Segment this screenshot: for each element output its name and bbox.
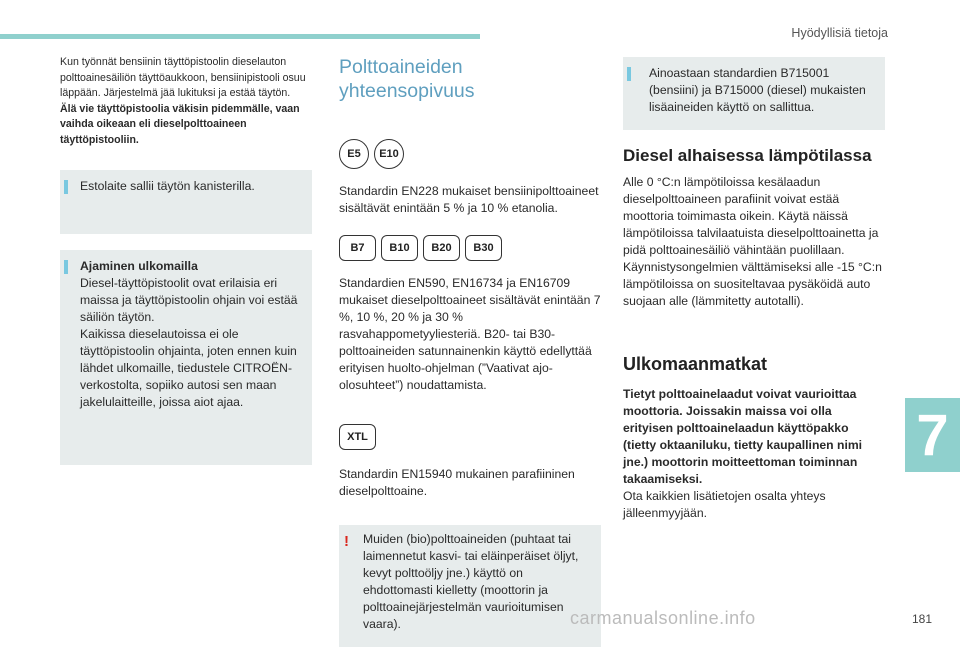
fuel-badge-b30: B30 (465, 235, 502, 261)
note-abroad-text-2: Kaikissa dieselautoissa ei ole täyttöpistoolin ohjainta, joten ennen kuin lähdet ulkomaille, tiedustele CITROËN-verkostolta, sopiiko autosi sen maan jakelulaitteille, joissa aiot ajaa. (80, 327, 297, 409)
middle-column (339, 55, 601, 647)
right-column (623, 55, 885, 522)
note-abroad (60, 250, 312, 465)
diesel-standard-text: Standardien EN590, EN16734 ja EN16709 mukaiset dieselpolttoaineet sisältävät enintään 7 %, 10 %, 20 % ja 30 % rasvahappometyyliesteriä. B20- tai B30-polttoaineiden satunnainenkin käyttö edellyttää erityisen huolto-ohjelman (”Vaativat ajo-olosuhteet”) noudattamista. (339, 276, 601, 392)
travel-abroad-text: Ota kaikkien lisätietojen osalta yhteys jälleenmyyjään. (623, 489, 826, 520)
info-icon (627, 67, 631, 81)
travel-abroad-heading: Ulkomaanmatkat (623, 354, 768, 374)
cold-diesel-text: Alle 0 °C:n lämpötiloissa kesälaadun dieselpolttoaineen parafiinit voivat estää moottoria toimimasta oikein. Käytä näissä lämpötiloissa talvilaatuista dieselpolttoainetta ja pidä polttoainesäiliö vähintään puolillaan. (623, 175, 879, 257)
xtl-standard-text: Standardin EN15940 mukainen parafiininen dieselpolttoaine. (339, 467, 575, 498)
note-canister-text: Estolaite sallii täytön kanisterilla. (80, 179, 255, 193)
biofuels-warning-text: Muiden (bio)polttoaineiden (puhtaat tai laimennetut kasvi- tai eläinperäiset öljyt, kevyt polttoöljy jne.) käyttö on ehdottomasti kielletty (moottorin ja polttoainejärjestelmän vaurioitumisen vaara). (363, 532, 579, 631)
fuel-badge-b20: B20 (423, 235, 460, 261)
note-canister (60, 170, 312, 234)
warning-exclamation-icon: ! (344, 533, 349, 550)
fuel-badge-e10: E10 (374, 139, 404, 169)
page-header-title: Hyödyllisiä tietoja (791, 26, 888, 40)
xtl-badges (339, 424, 601, 450)
note-abroad-title: Ajaminen ulkomailla (80, 259, 198, 273)
travel-abroad-bold-text: Tietyt polttoainelaadut voivat vaurioittaa moottoria. Joissakin maissa voi olla erityisen polttoainelaadun käyttöpakko (tietty oktaaniluku, tietty kaupallinen nimi jne.) moottorin moitteettoman toiminnan takaamiseksi. (623, 387, 863, 486)
page-number: 181 (912, 612, 933, 626)
watermark-text: carmanualsonline.info (570, 608, 756, 628)
info-icon (64, 180, 68, 194)
note-abroad-text: Diesel-täyttöpistoolit ovat erilaisia eri maissa ja täyttöpistoolin ohjain voi estää säiliön täytön. (80, 276, 298, 324)
cold-diesel-text-2: Käynnistysongelmien välttämiseksi alle -15 °C:n lämpötiloissa on suositeltavaa pysäköidä auto suojaan alle (lämmitetty autotalli). (623, 260, 882, 308)
warning-box-biofuels (339, 525, 601, 647)
note-additives-text: Ainoastaan standardien B715001 (bensiini) ja B715000 (diesel) mukaisten lisäaineiden käyttö on sallittua. (649, 66, 866, 114)
petrol-standard-text: Standardin EN228 mukaiset bensiinipolttoaineet sisältävät enintään 5 % ja 10 % etanolia. (339, 184, 599, 215)
petrol-badges (339, 139, 601, 169)
warning-bold-text: Älä vie täyttöpistoolia väkisin pidemmälle, vaan vaihda oikeaan eli dieselpolttoaineen täyttöpistooliin. (60, 102, 300, 146)
fuel-badge-b10: B10 (381, 235, 418, 261)
cold-diesel-heading: Diesel alhaisessa lämpötilassa (623, 146, 872, 165)
fuel-badge-xtl: XTL (339, 424, 376, 450)
note-additives (623, 57, 885, 130)
intro-text: Kun työnnät bensiinin täyttöpistoolin dieselauton polttoainesäiliön täyttöaukkoon, bensiinipistooli osuu läppään. Järjestelmä jää lukituksi ja estää täytön. (60, 56, 306, 99)
fuel-badge-b7: B7 (339, 235, 376, 261)
header-accent-bar (0, 34, 480, 39)
chapter-tab: 7 (905, 398, 960, 472)
info-icon (64, 260, 68, 274)
left-column (60, 55, 312, 465)
fuel-badge-e5: E5 (339, 139, 369, 169)
diesel-badges (339, 235, 601, 261)
fuel-compatibility-heading: Polttoaineiden yhteensopivuus (339, 56, 475, 102)
